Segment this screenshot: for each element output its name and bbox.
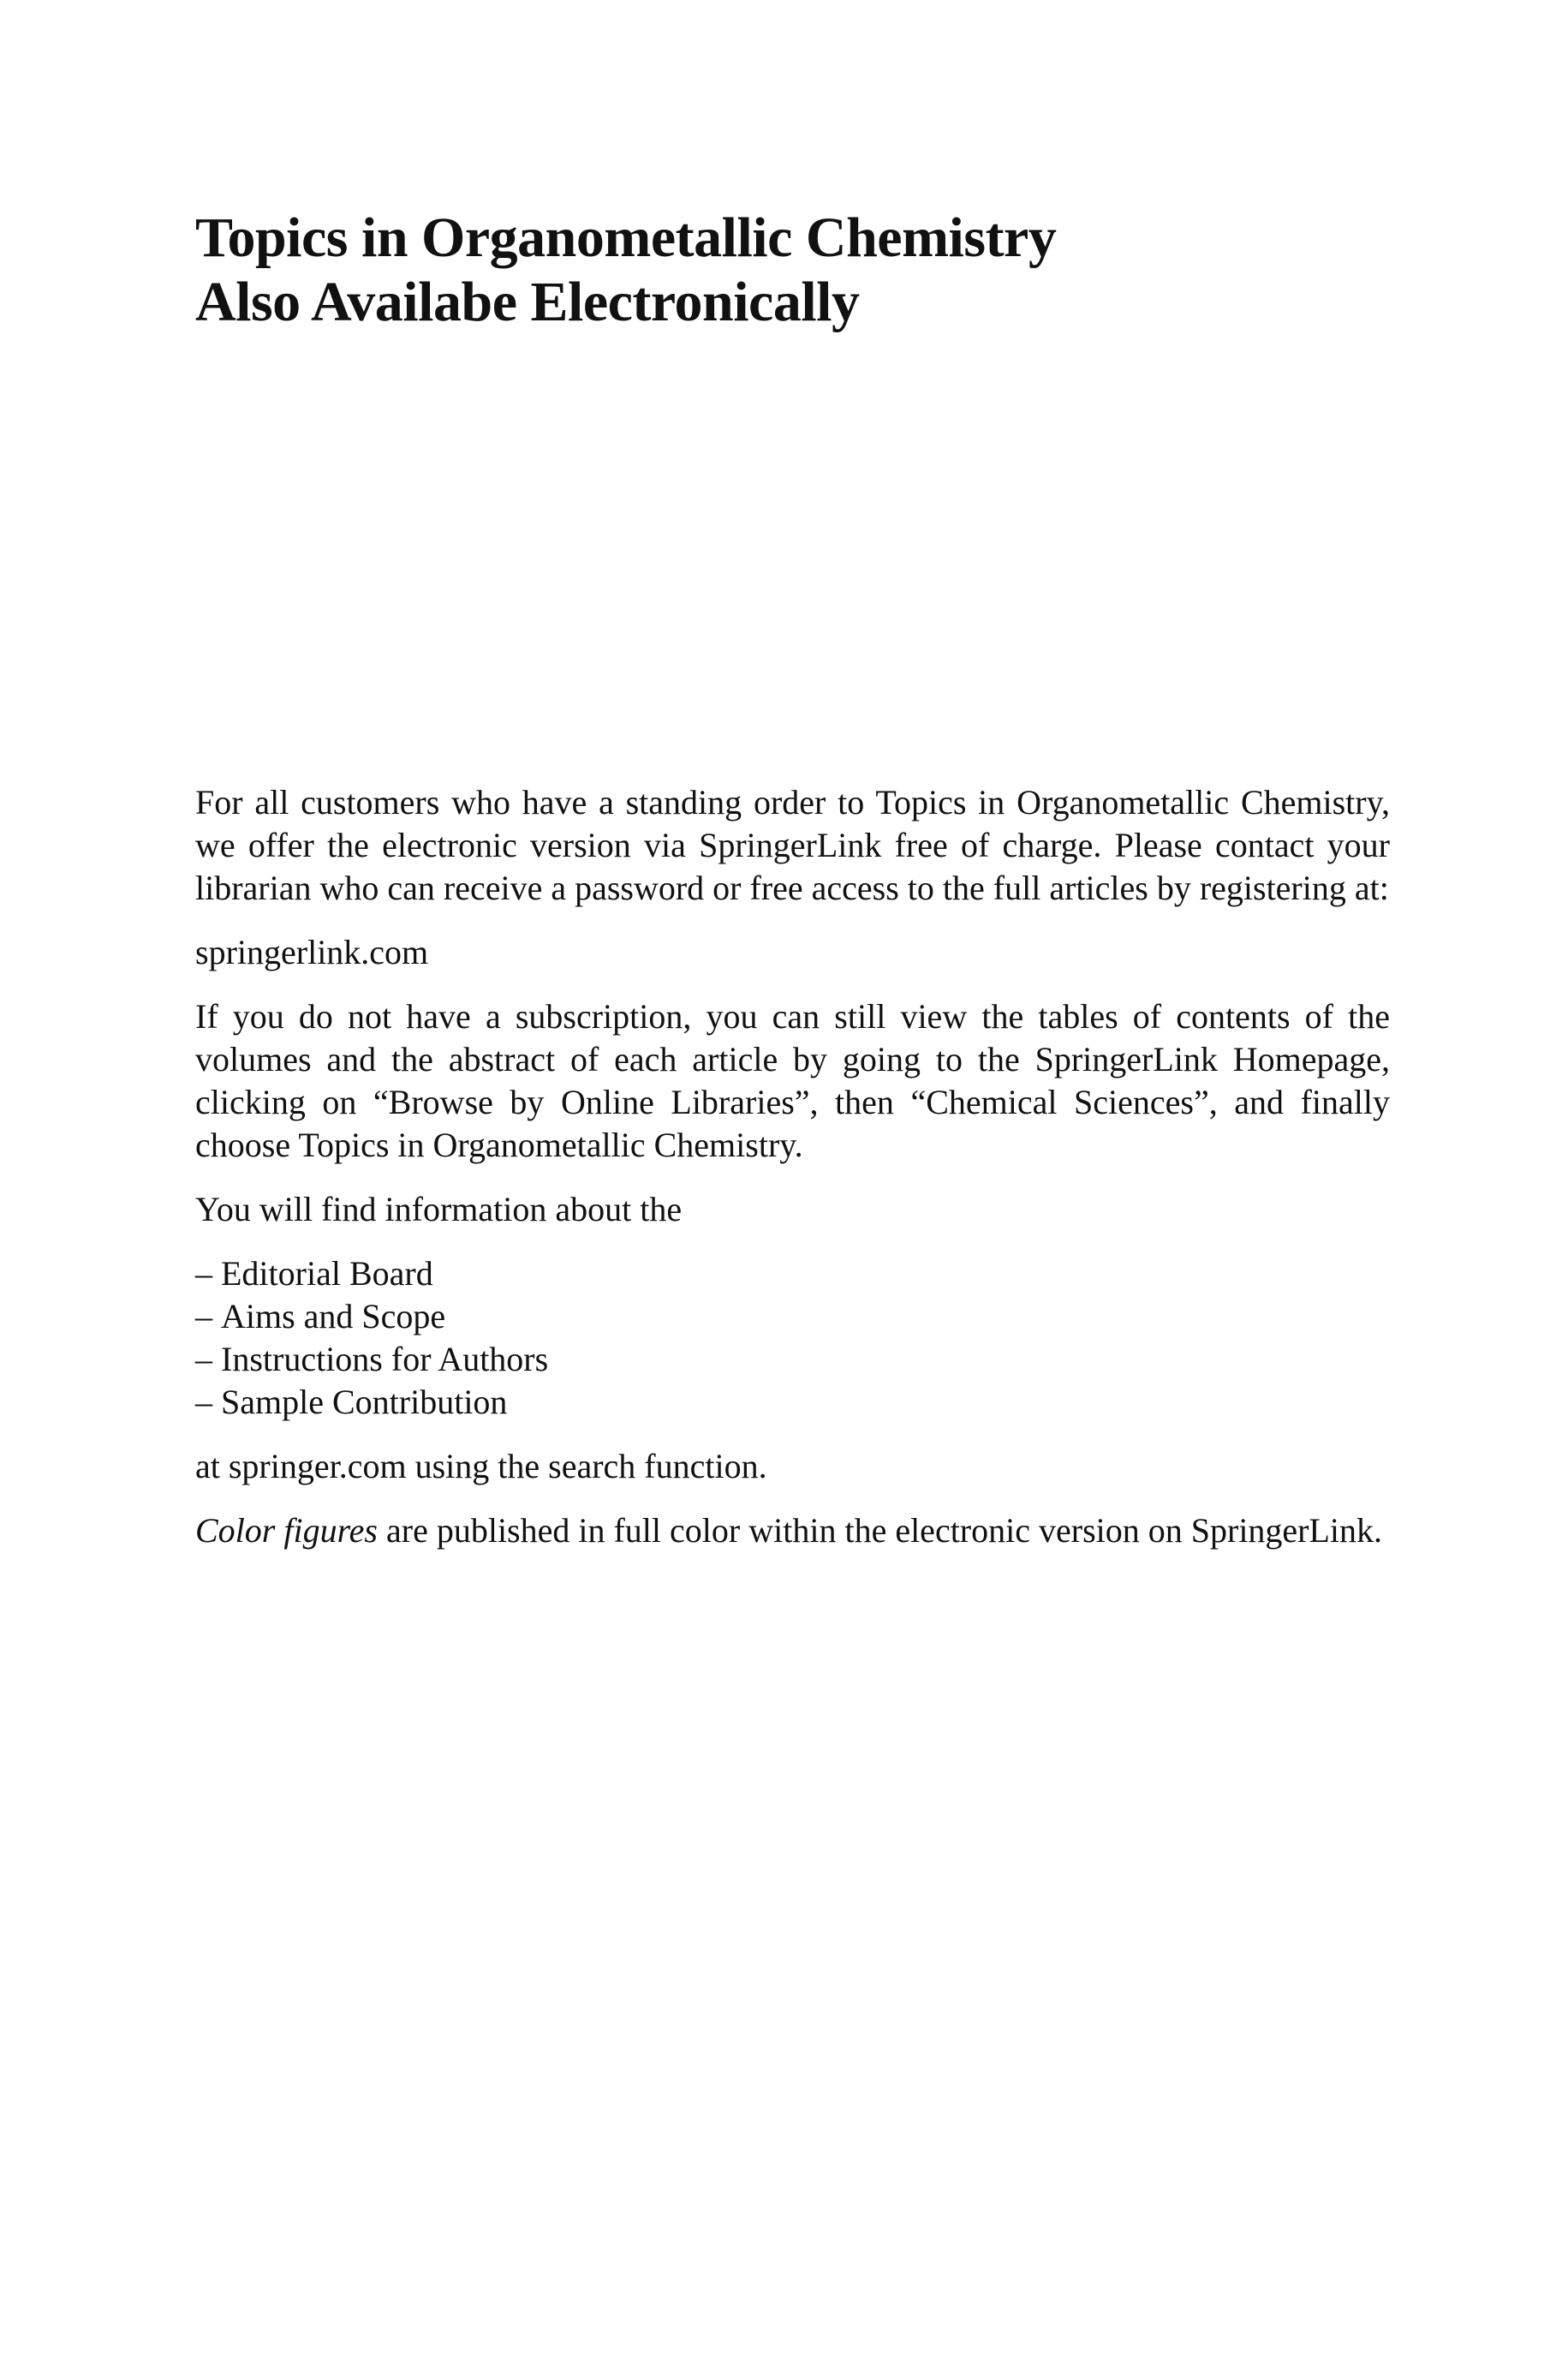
subscription-paragraph: If you do not have a subscription, you can still view the tables of contents of the volumes and the abstract of each article by going to the SpringerLink Homepage, clicking on “Browse by Online Libraries”, then “Chemical Sciences”, and finally choose Topics in Organometallic Chemistry. xyxy=(195,997,1390,1164)
list-item xyxy=(195,1252,1390,1295)
info-list xyxy=(195,1252,1390,1424)
title-line-1: Topics in Organometallic Chemistry xyxy=(195,206,1057,269)
dash-bullet xyxy=(195,1254,221,1293)
page-header xyxy=(195,206,1390,334)
list-item-label: Sample Contribution xyxy=(221,1383,508,1421)
search-paragraph: at springer.com using the search function. xyxy=(195,1447,767,1485)
body-text xyxy=(195,781,1390,1574)
list-item xyxy=(195,1338,1390,1381)
color-figures-italic: Color figures xyxy=(195,1511,378,1550)
website-line: springerlink.com xyxy=(195,933,429,971)
info-lead: You will find information about the xyxy=(195,1190,683,1228)
intro-paragraph: For all customers who have a standing order to Topics in Organometallic Chemistry, we offer the electronic version via SpringerLink free of charge. Please contact your librarian who can receive a password or free access to the full articles by registering at: xyxy=(195,783,1390,907)
list-item-label: Instructions for Authors xyxy=(221,1340,549,1378)
list-item-label: Editorial Board xyxy=(221,1254,433,1293)
dash-bullet xyxy=(195,1297,221,1335)
list-item-label: Aims and Scope xyxy=(221,1297,446,1335)
dash-bullet xyxy=(195,1383,221,1421)
dash-bullet xyxy=(195,1340,221,1378)
title-line-2: Also Availabe Electronically xyxy=(195,271,860,333)
list-item xyxy=(195,1381,1390,1424)
page-title xyxy=(195,206,1390,334)
color-figures-rest: are published in full color within the electronic version on SpringerLink. xyxy=(378,1511,1383,1550)
list-item xyxy=(195,1295,1390,1338)
color-figures-note xyxy=(195,1509,1390,1552)
